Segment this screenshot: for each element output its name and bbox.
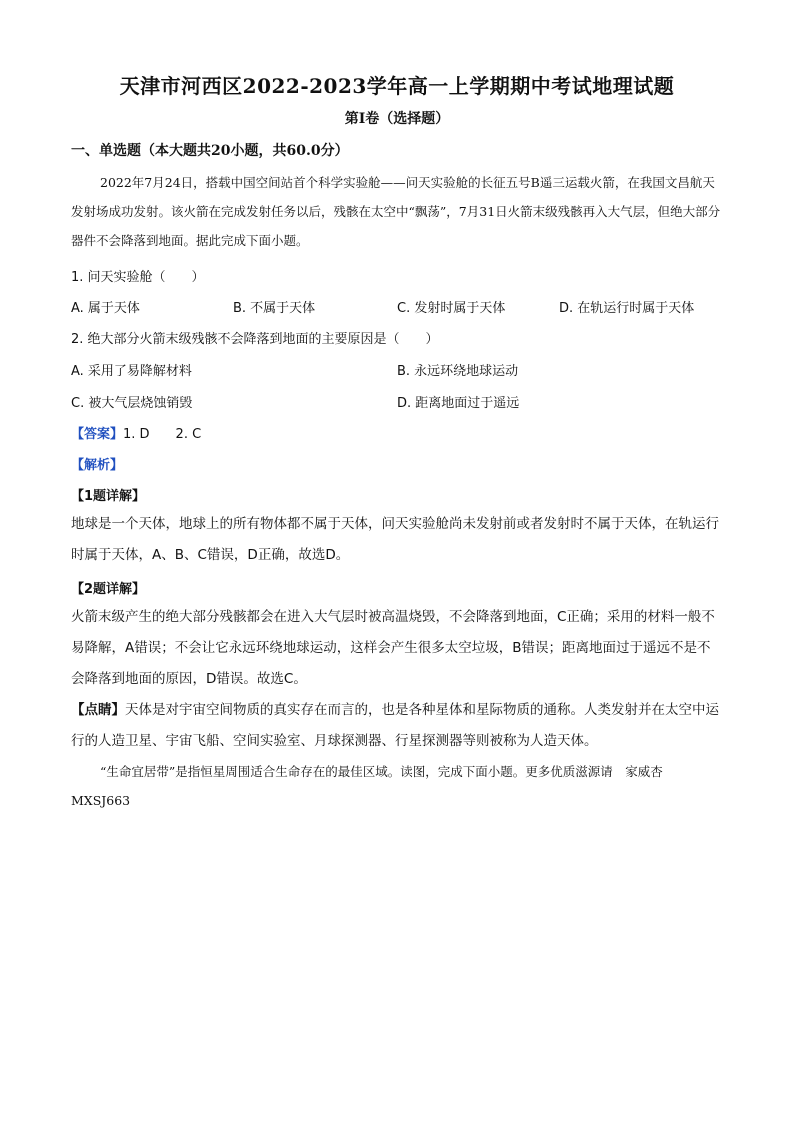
question-1-option-c[interactable]: C. 发射时属于天体 bbox=[397, 301, 506, 316]
note-paragraph bbox=[71, 695, 723, 757]
detail-1-label: 【1题详解】 bbox=[71, 489, 146, 504]
answer-line bbox=[71, 423, 201, 442]
analysis-label: 【解析】 bbox=[71, 458, 124, 473]
question-2-option-b[interactable]: B. 永远环绕地球运动 bbox=[397, 364, 519, 379]
document-title: 天津市河西区2022-2023学年高一上学期期中考试地理试题 bbox=[119, 74, 675, 98]
question-2-stem: 2. 绝大部分火箭末级残骸不会降落到地面的主要原因是（ ） bbox=[71, 332, 439, 347]
detail-2-label: 【2题详解】 bbox=[71, 582, 146, 597]
detail-1-text: 地球是一个天体，地球上的所有物体都不属于天体，问天实验舱尚未发射前或者发射时不属于天体，在轨运行时属于天体，A、B、C错误，D正确，故选D。 bbox=[71, 516, 719, 563]
intro-paragraph: 2022年7月24日，搭载中国空间站首个科学实验舱——问天实验舱的长征五号B遥三运载火箭，在我国文昌航天发射场成功发射。该火箭在完成发射任务以后，残骸在太空中“飘荡”，7月31日火箭末级残骸再入大气层，但绝大部分器件不会降落到地面。据此完成下面小题。 bbox=[71, 175, 721, 248]
volume-subtitle: 第I卷（选择题） bbox=[344, 111, 450, 127]
detail-2-text: 火箭末级产生的绝大部分残骸都会在进入大气层时被高温烧毁，不会降落到地面，C正确；采用的材料一般不易降解，A错误；不会让它永远环绕地球运动，这样会产生很多太空垃圾，B错误；距离地面过于遥远不是不会降落到地面的原因，D错误。故选C。 bbox=[71, 609, 715, 687]
note-label: 【点睛】 bbox=[71, 702, 125, 718]
answer-label: 【答案】 bbox=[71, 427, 124, 442]
question-1-stem: 1. 问天实验舱（ ） bbox=[71, 270, 205, 285]
question-2-option-c[interactable]: C. 被大气层烧蚀销毁 bbox=[71, 396, 193, 411]
note-text: 天体是对宇宙空间物质的真实存在而言的，也是各种星体和星际物质的通称。人类发射并在太空中运行的人造卫星、宇宙飞船、空间实验室、月球探测器、行星探测器等则被称为人造天体。 bbox=[71, 702, 719, 749]
next-question-intro: “生命宜居带”是指恒星周围适合生命存在的最佳区域。读图，完成下面小题。更多优质滋源请 家威杏 MXSJ663 bbox=[71, 764, 688, 808]
answer-text: 1. D 2. C bbox=[123, 427, 202, 442]
question-1-option-b[interactable]: B. 不属于天体 bbox=[233, 301, 316, 316]
question-1-option-a[interactable]: A. 属于天体 bbox=[71, 301, 140, 316]
section-heading: 一、单选题（本大题共20小题，共60.0分） bbox=[71, 143, 349, 159]
question-1-option-d[interactable]: D. 在轨运行时属于天体 bbox=[559, 301, 695, 316]
question-2-option-d[interactable]: D. 距离地面过于遥远 bbox=[397, 396, 520, 411]
question-2-option-a[interactable]: A. 采用了易降解材料 bbox=[71, 364, 192, 379]
